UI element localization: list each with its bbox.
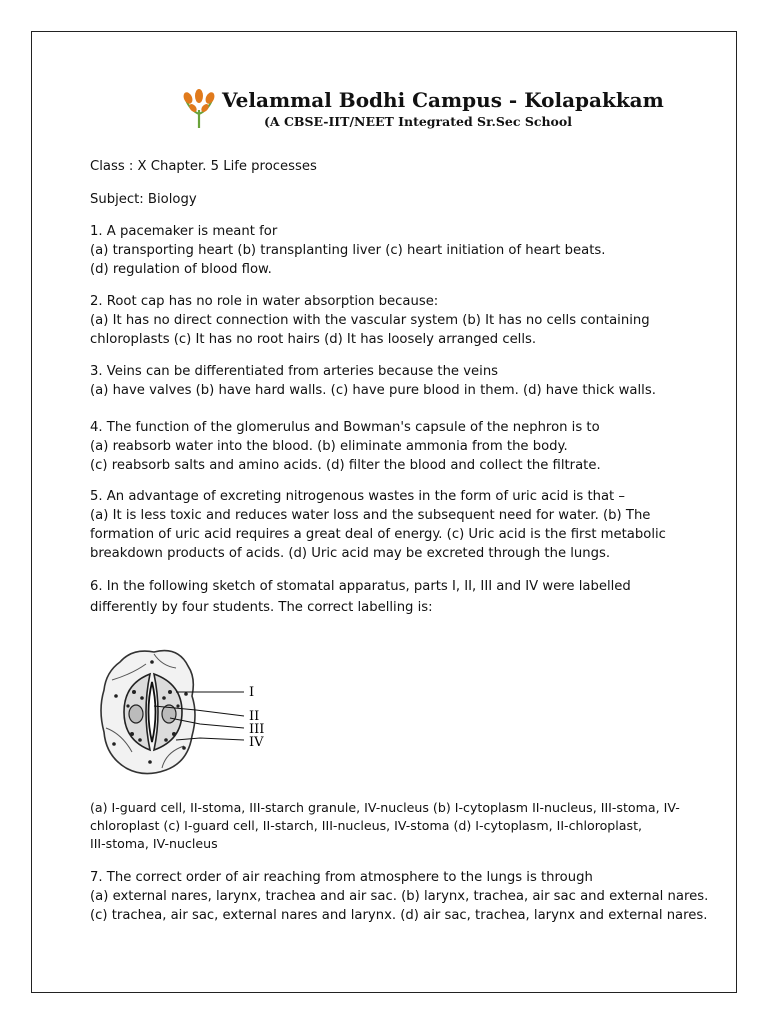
question-3	[90, 362, 715, 400]
question-2-options: (a) It has no direct connection with the vascular system (b) It has no cells containing	[90, 313, 650, 328]
subject-text: Subject: Biology	[90, 192, 197, 207]
question-3-options: (a) have valves (b) have hard walls. (c) have pure blood in them. (d) have thick walls.	[90, 383, 656, 398]
school-name: Velammal Bodhi Campus - Kolapakkam	[222, 88, 664, 112]
question-5-options-cont: formation of uric acid requires a great deal of energy. (c) Uric acid is the first metabolic	[90, 527, 666, 542]
question-4-text: 4. The function of the glomerulus and Bowman's capsule of the nephron is to	[90, 420, 600, 435]
question-5-text: 5. An advantage of excreting nitrogenous wastes in the form of uric acid is that –	[90, 489, 626, 504]
school-logo-icon	[182, 88, 216, 128]
question-1-text: 1. A pacemaker is meant for	[90, 224, 278, 239]
question-1	[90, 222, 715, 279]
question-6-options	[90, 799, 715, 853]
question-6	[90, 576, 715, 618]
figure-label-1: I	[249, 685, 255, 700]
question-7	[90, 868, 715, 925]
subject-line	[90, 190, 715, 209]
question-7-text: 7. The correct order of air reaching from atmosphere to the lungs is through	[90, 870, 593, 885]
question-2-text: 2. Root cap has no role in water absorption because:	[90, 294, 439, 309]
question-6-text: 6. In the following sketch of stomatal apparatus, parts I, II, III and IV were labelled	[90, 579, 631, 594]
question-6-text-cont: differently by four students. The correct labelling is:	[90, 600, 433, 615]
question-5-options: (a) It is less toxic and reduces water loss and the subsequent need for water. (b) The	[90, 508, 651, 523]
question-4	[90, 418, 715, 475]
school-subtitle: (A CBSE-IIT/NEET Integrated Sr.Sec School	[264, 114, 572, 129]
figure-label-2: II	[249, 709, 260, 724]
question-4-options: (a) reabsorb water into the blood. (b) eliminate ammonia from the body.	[90, 439, 568, 454]
figure-label-4: IV	[249, 735, 264, 750]
class-chapter-text: Class : X Chapter. 5 Life processes	[90, 159, 317, 174]
question-1-options-cont: (d) regulation of blood flow.	[90, 262, 272, 277]
question-5	[90, 487, 715, 563]
question-6-option-line-1: (a) I-guard cell, II-stoma, III-starch granule, IV-nucleus (b) I-cytoplasm II-nucleus, III-stoma, IV-	[90, 800, 680, 815]
question-1-options: (a) transporting heart (b) transplanting liver (c) heart initiation of heart beats.	[90, 243, 606, 258]
question-5-options-end: breakdown products of acids. (d) Uric acid may be excreted through the lungs.	[90, 546, 611, 561]
figure-label-3: III	[249, 722, 265, 737]
question-6-option-line-3: III-stoma, IV-nucleus	[90, 836, 218, 851]
question-7-options: (a) external nares, larynx, trachea and air sac. (b) larynx, trachea, air sac and external nares.	[90, 889, 709, 904]
nucleus-left	[129, 705, 143, 723]
question-7-options-cont: (c) trachea, air sac, external nares and larynx. (d) air sac, trachea, larynx and external nares.	[90, 908, 708, 923]
class-line	[90, 157, 715, 176]
stoma-pore	[149, 682, 156, 742]
school-header	[182, 86, 664, 136]
question-3-text: 3. Veins can be differentiated from arteries because the veins	[90, 364, 499, 379]
stomatal-apparatus-figure	[92, 644, 282, 784]
question-6-option-line-2: chloroplast (c) I-guard cell, II-starch, III-nucleus, IV-stoma (d) I-cytoplasm, II-chloroplast,	[90, 818, 643, 833]
question-4-options-cont: (c) reabsorb salts and amino acids. (d) filter the blood and collect the filtrate.	[90, 458, 601, 473]
question-2	[90, 292, 715, 349]
question-2-options-cont: chloroplasts (c) It has no root hairs (d) It has loosely arranged cells.	[90, 332, 537, 347]
